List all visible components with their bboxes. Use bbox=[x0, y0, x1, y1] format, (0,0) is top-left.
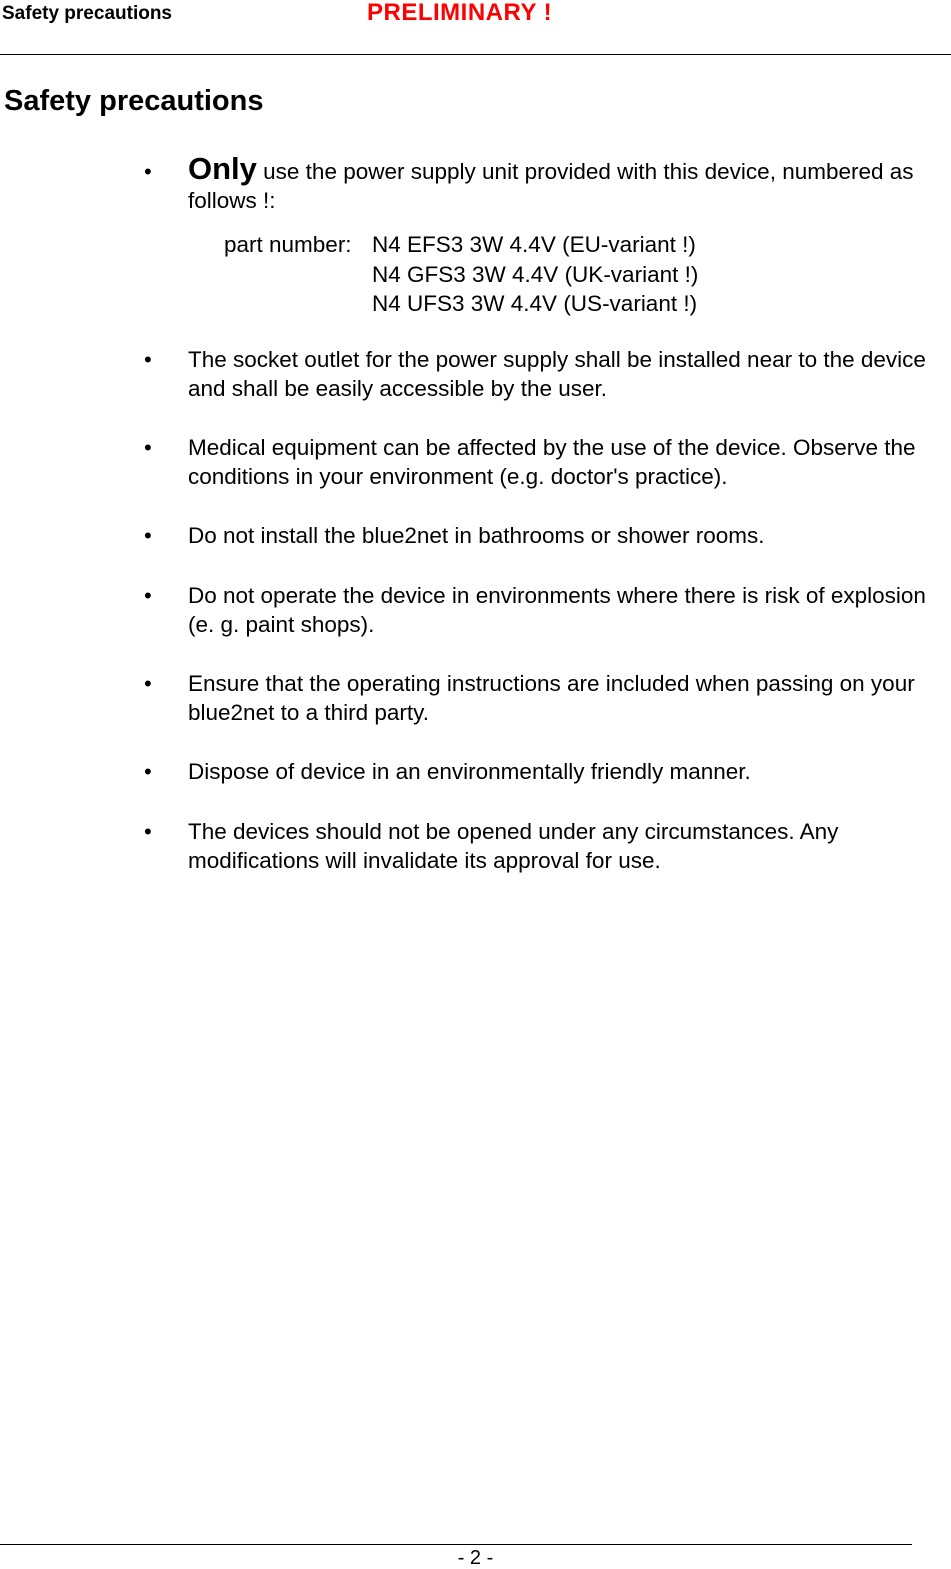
page-number: - 2 - bbox=[457, 1547, 494, 1569]
part-number-list bbox=[372, 230, 698, 319]
part-number-uk: N4 GFS3 3W 4.4V (UK-variant !) bbox=[372, 261, 699, 287]
footer-divider bbox=[0, 1544, 912, 1545]
power-supply-instruction: use the power supply unit provided with this device, numbered as follows !: bbox=[188, 159, 914, 213]
bullet-icon: • bbox=[144, 759, 152, 784]
power-supply-text bbox=[188, 151, 948, 215]
list-item-text: Do not install the blue2net in bathrooms or shower rooms. bbox=[188, 523, 765, 548]
header-section-title: Safety precautions bbox=[2, 3, 172, 24]
list-item-text: Ensure that the operating instructions are included when passing on your blue2net to a third party. bbox=[188, 671, 915, 725]
bullet-icon: • bbox=[144, 819, 152, 844]
page-title: Safety precautions bbox=[4, 85, 264, 117]
bullet-icon: • bbox=[144, 583, 152, 608]
list-item-text: Do not operate the device in environments where there is risk of explosion (e. g. paint shops). bbox=[188, 583, 926, 637]
part-number-eu: N4 EFS3 3W 4.4V (EU-variant !) bbox=[372, 232, 696, 257]
header-divider bbox=[0, 54, 951, 55]
part-number-label: part number: bbox=[224, 232, 352, 257]
preliminary-label: PRELIMINARY ! bbox=[367, 0, 553, 26]
bullet-icon: • bbox=[144, 159, 152, 184]
bullet-icon: • bbox=[144, 347, 152, 372]
part-number-us: N4 UFS3 3W 4.4V (US-variant !) bbox=[372, 291, 698, 316]
bullet-icon: • bbox=[144, 671, 152, 696]
bullet-icon: • bbox=[144, 523, 152, 548]
list-item-text: Medical equipment can be affected by the use of the device. Observe the conditions in your environment (e.g. doctor's practice). bbox=[188, 435, 916, 489]
list-item-text: The socket outlet for the power supply shall be installed near to the device and shall be easily accessible by the user. bbox=[188, 347, 926, 401]
list-item-text: The devices should not be opened under any circumstances. Any modifications will invalidate its approval for use. bbox=[188, 819, 839, 873]
bullet-icon: • bbox=[144, 435, 152, 460]
page-header bbox=[0, 0, 951, 54]
only-emphasis: Only bbox=[188, 151, 257, 186]
list-item-text: Dispose of device in an environmentally friendly manner. bbox=[188, 759, 751, 784]
